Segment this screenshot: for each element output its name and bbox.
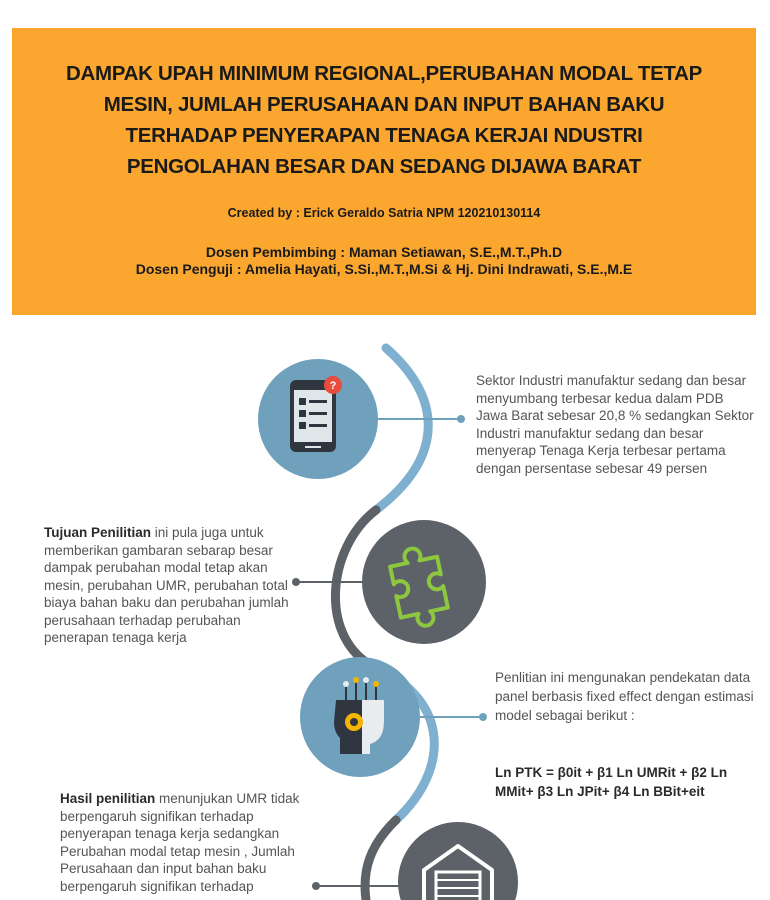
metode-text: Penlitian ini mengunakan pendekatan data panel berbasis fixed effect dengan estimasi model sebagai berikut :	[495, 670, 754, 723]
hasil-label: Hasil penilitian	[60, 791, 156, 806]
hasil-text	[60, 790, 316, 900]
tujuan-text	[44, 524, 300, 647]
tujuan-body: ini pula juga untuk memberikan gambaran sebarap besar dampak perubahan modal tetap akan mesin, perubahan UMR, perubahan total biaya bahan baku dan perubahan jumlah perusahaan terhadap perubahan penerapan tenaga kerja	[44, 525, 289, 645]
model-formula: Ln PTK = β0it + β1 Ln UMRit + β2 Ln MMit+ β3 Ln JPit+ β4 Ln BBit+eit	[495, 765, 728, 799]
author-line: Created by : Erick Geraldo Satria NPM 120210130114	[227, 206, 541, 220]
connector-4	[312, 882, 402, 890]
flow-path-bottom	[365, 820, 396, 900]
connector-2	[292, 578, 362, 586]
pembimbing-line: Dosen Pembimbing : Maman Setiawan, S.E.,M.T.,Ph.D	[205, 244, 563, 260]
penguji-line: Dosen Penguji : Amelia Hayati, S.Si.,M.T.,M.Si & Hj. Dini Indrawati, S.E.,M.E	[135, 261, 633, 277]
tujuan-label: Tujuan Penilitian	[44, 525, 152, 540]
page-title: DAMPAK UPAH MINIMUM REGIONAL,PERUBAHAN MODAL TETAP MESIN, JUMLAH PERUSAHAAN DAN INPUT BAHAN BAKU TERHADAP PENYERAPAN TENAGA KERJAI NDUSTRI PENGOLAHAN BESAR DAN SEDANG DIJAWA BARAT	[65, 62, 703, 178]
flow-path-upper	[376, 348, 428, 510]
sektor-text: Sektor Industri manufaktur sedang dan besar menyumbang terbesar kedua dalam PDB Jawa Barat sebesar 20,8 % sedangkan Sektor Industri manufaktur sedang dan besar menyerap Tenaga Kerja terbesar pertama dengan persentase sebesar 49 persen	[476, 373, 754, 476]
checklist-phone-icon	[290, 376, 342, 452]
svg-text:?: ?	[329, 380, 337, 392]
connector-1	[378, 415, 465, 423]
hasil-body: menunjukan UMR tidak berpengaruh signifikan terhadap penyerapan tenaga kerja sedangkan Perubahan modal tetap mesin , Jumlah Perusahaan dan input bahan baku berpengaruh signifikan terhadap	[60, 791, 300, 894]
